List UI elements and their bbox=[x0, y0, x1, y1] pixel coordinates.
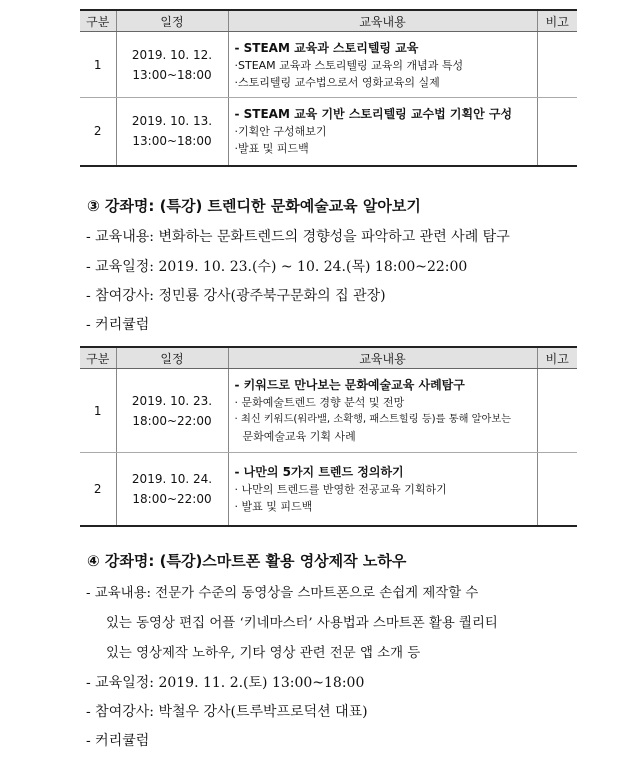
table-header-row bbox=[80, 347, 577, 369]
section-3-curriculum: - 커리큘럼 bbox=[86, 317, 150, 333]
schedule-time: 18:00~22:00 bbox=[132, 491, 212, 506]
row-number: 2 bbox=[80, 453, 116, 526]
content-title: - 키워드로 만나보는 문화예술교육 사례탐구 bbox=[234, 378, 465, 392]
schedule-cell bbox=[116, 98, 228, 166]
content-line: · 나만의 트렌드를 반영한 전공교육 기획하기 bbox=[234, 482, 447, 496]
schedule-cell bbox=[116, 369, 228, 453]
remarks-cell bbox=[537, 98, 577, 166]
section-4-instructor: - 참여강사: 박철우 강사(트루박프로덕션 대표) bbox=[86, 704, 368, 720]
header-division: 구분 bbox=[80, 10, 116, 32]
section-4-title: ④ 강좌명: (특강)스마트폰 활용 영상제작 노하우 bbox=[87, 552, 407, 570]
content-line: ·스토리텔링 교수법으로서 영화교육의 실제 bbox=[234, 75, 440, 89]
content-line: · 문화예술트렌드 경향 분석 및 전망 bbox=[234, 396, 405, 409]
content-line: ·기획안 구성해보기 bbox=[234, 125, 327, 139]
schedule-date: 2019. 10. 12. bbox=[131, 47, 213, 62]
header-schedule: 일정 bbox=[116, 10, 228, 32]
section-3-title: ③ 강좌명: (특강) 트렌디한 문화예술교육 알아보기 bbox=[87, 197, 421, 215]
header-remarks: 비고 bbox=[537, 347, 577, 369]
content-line: · 최신 키워드(워라밸, 소확행, 패스트힐링 등)를 통해 알아보는 bbox=[234, 414, 512, 425]
table-row bbox=[80, 32, 577, 98]
table-row bbox=[80, 453, 577, 526]
section-4-content-cont: 있는 영상제작 노하우, 기타 영상 관련 전문 앱 소개 등 bbox=[106, 646, 421, 661]
section-3-content: - 교육내용: 변화하는 문화트렌드의 경향성을 파악하고 관련 사례 탐구 bbox=[86, 229, 510, 245]
content-line: ·STEAM 교육과 스토리텔링 교육의 개념과 특성 bbox=[234, 58, 464, 72]
header-content: 교육내용 bbox=[228, 347, 537, 369]
content-cell bbox=[228, 369, 537, 453]
content-line: ·발표 및 피드백 bbox=[234, 142, 309, 156]
section-4-content: - 교육내용: 전문가 수준의 동영상을 스마트폰으로 손쉽게 제작할 수 bbox=[86, 586, 479, 601]
schedule-table-2 bbox=[80, 346, 577, 527]
content-title: - STEAM 교육 기반 스토리텔링 교수법 기획안 구성 bbox=[234, 107, 513, 122]
section-3-instructor: - 참여강사: 정민룡 강사(광주북구문화의 집 관장) bbox=[86, 288, 386, 304]
row-number: 1 bbox=[80, 32, 116, 98]
content-cell bbox=[228, 98, 537, 166]
content-cell bbox=[228, 32, 537, 98]
schedule-time: 13:00~18:00 bbox=[132, 67, 212, 82]
schedule-table-1 bbox=[80, 9, 577, 167]
remarks-cell bbox=[537, 453, 577, 526]
schedule-date: 2019. 10. 13. bbox=[131, 114, 213, 129]
header-schedule: 일정 bbox=[116, 347, 228, 369]
table-row bbox=[80, 369, 577, 453]
table-header-row bbox=[80, 10, 577, 32]
schedule-cell bbox=[116, 453, 228, 526]
schedule-date: 2019. 10. 24. bbox=[131, 471, 213, 486]
schedule-cell bbox=[116, 32, 228, 98]
remarks-cell bbox=[537, 32, 577, 98]
schedule-time: 18:00~22:00 bbox=[132, 413, 212, 428]
section-4-content-cont: 있는 동영상 편집 어플 ‘키네마스터’ 사용법과 스마트폰 활용 퀄리티 bbox=[106, 616, 498, 631]
content-title: - 나만의 5가지 트렌드 정의하기 bbox=[234, 464, 404, 479]
section-3-schedule: - 교육일정: 2019. 10. 23.(수) ~ 10. 24.(목) 18:00~22:00 bbox=[86, 259, 468, 275]
table-row bbox=[80, 98, 577, 166]
header-division: 구분 bbox=[80, 347, 116, 369]
row-number: 2 bbox=[80, 98, 116, 166]
schedule-time: 13:00~18:00 bbox=[132, 134, 212, 149]
content-line: 문화예술교육 기획 사례 bbox=[242, 430, 356, 443]
content-line: · 발표 및 피드백 bbox=[234, 499, 313, 513]
row-number: 1 bbox=[80, 369, 116, 453]
content-cell bbox=[228, 453, 537, 526]
content-title: - STEAM 교육과 스토리텔링 교육 bbox=[234, 40, 419, 55]
section-4-schedule: - 교육일정: 2019. 11. 2.(토) 13:00~18:00 bbox=[86, 675, 365, 691]
section-4-curriculum: - 커리큘럼 bbox=[86, 733, 150, 749]
schedule-date: 2019. 10. 23. bbox=[131, 393, 213, 408]
remarks-cell bbox=[537, 369, 577, 453]
header-remarks: 비고 bbox=[537, 10, 577, 32]
header-content: 교육내용 bbox=[228, 10, 537, 32]
